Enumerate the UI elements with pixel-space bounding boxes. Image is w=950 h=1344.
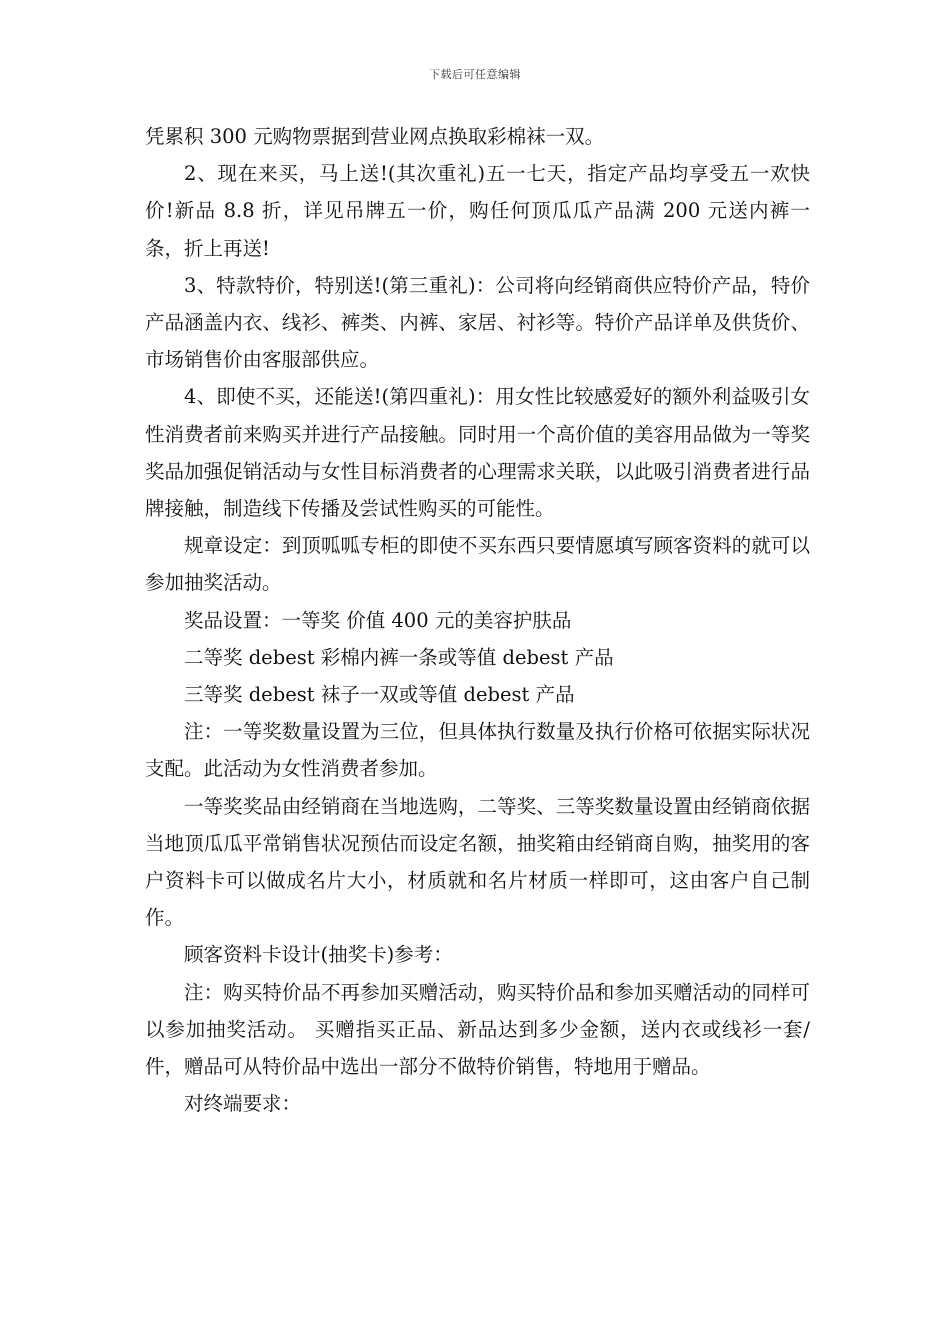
paragraph: 顾客资料卡设计(抽奖卡)参考：: [184, 943, 453, 967]
paragraph: 3、特款特价，特别送!(第三重礼)：公司将向经销商供应特价产品，特价产品涵盖内衣、线衫、裤类、内裤、家居、衬衫等。特价产品详单及供货价、市场销售价由客服部供应。: [145, 273, 810, 372]
paragraph: 一等奖奖品由经销商在当地选购，二等奖、三等奖数量设置由经销商依据当地顶瓜瓜平常销售状况预估而设定名额，抽奖箱由经销商自购，抽奖用的客户资料卡可以做成名片大小，材质就和名片材质一样即可，这由客户自己制作。: [145, 794, 810, 930]
paragraph: 二等奖 debest 彩棉内裤一条或等值 debest 产品: [184, 645, 614, 669]
page-header: 下载后可任意编辑: [429, 68, 521, 81]
paragraph: 2、现在来买，马上送!(其次重礼)五一七天，指定产品均享受五一欢快价!新品 8.8 折，详见吊牌五一价，购任何顶瓜瓜产品满 200 元送内裤一条，折上再送!: [145, 162, 810, 260]
paragraph: 三等奖 debest 袜子一双或等值 debest 产品: [184, 683, 575, 707]
paragraph: 规章设定：到顶呱呱专柜的即使不买东西只要情愿填写顾客资料的就可以参加抽奖活动。: [145, 534, 810, 595]
paragraph: 注：一等奖数量设置为三位，但具体执行数量及执行价格可依据实际状况支配。此活动为女性消费者参加。: [145, 720, 810, 781]
document-body: [145, 118, 810, 1122]
paragraph: 奖品设置：一等奖 价值 400 元的美容护肤品: [184, 608, 572, 632]
paragraph: 4、即使不买，还能送!(第四重礼)：用女性比较感爱好的额外利益吸引女性消费者前来购买并进行产品接触。同时用一个高价值的美容用品做为一等奖奖品加强促销活动与女性目标消费者的心理需求关联，以此吸引消费者进行品牌接触，制造线下传播及尝试性购买的可能性。: [145, 385, 810, 521]
paragraph: 注：购买特价品不再参加买赠活动，购买特价品和参加买赠活动的同样可以参加抽奖活动。 买赠指买正品、新品达到多少金额，送内衣或线衫一套/件，赠品可从特价品中选出一部分不做特价销售，特地用于赠品。: [145, 980, 810, 1079]
paragraph: 对终端要求：: [184, 1092, 302, 1116]
paragraph: 凭累积 300 元购物票据到营业网点换取彩棉袜一双。: [145, 125, 605, 148]
